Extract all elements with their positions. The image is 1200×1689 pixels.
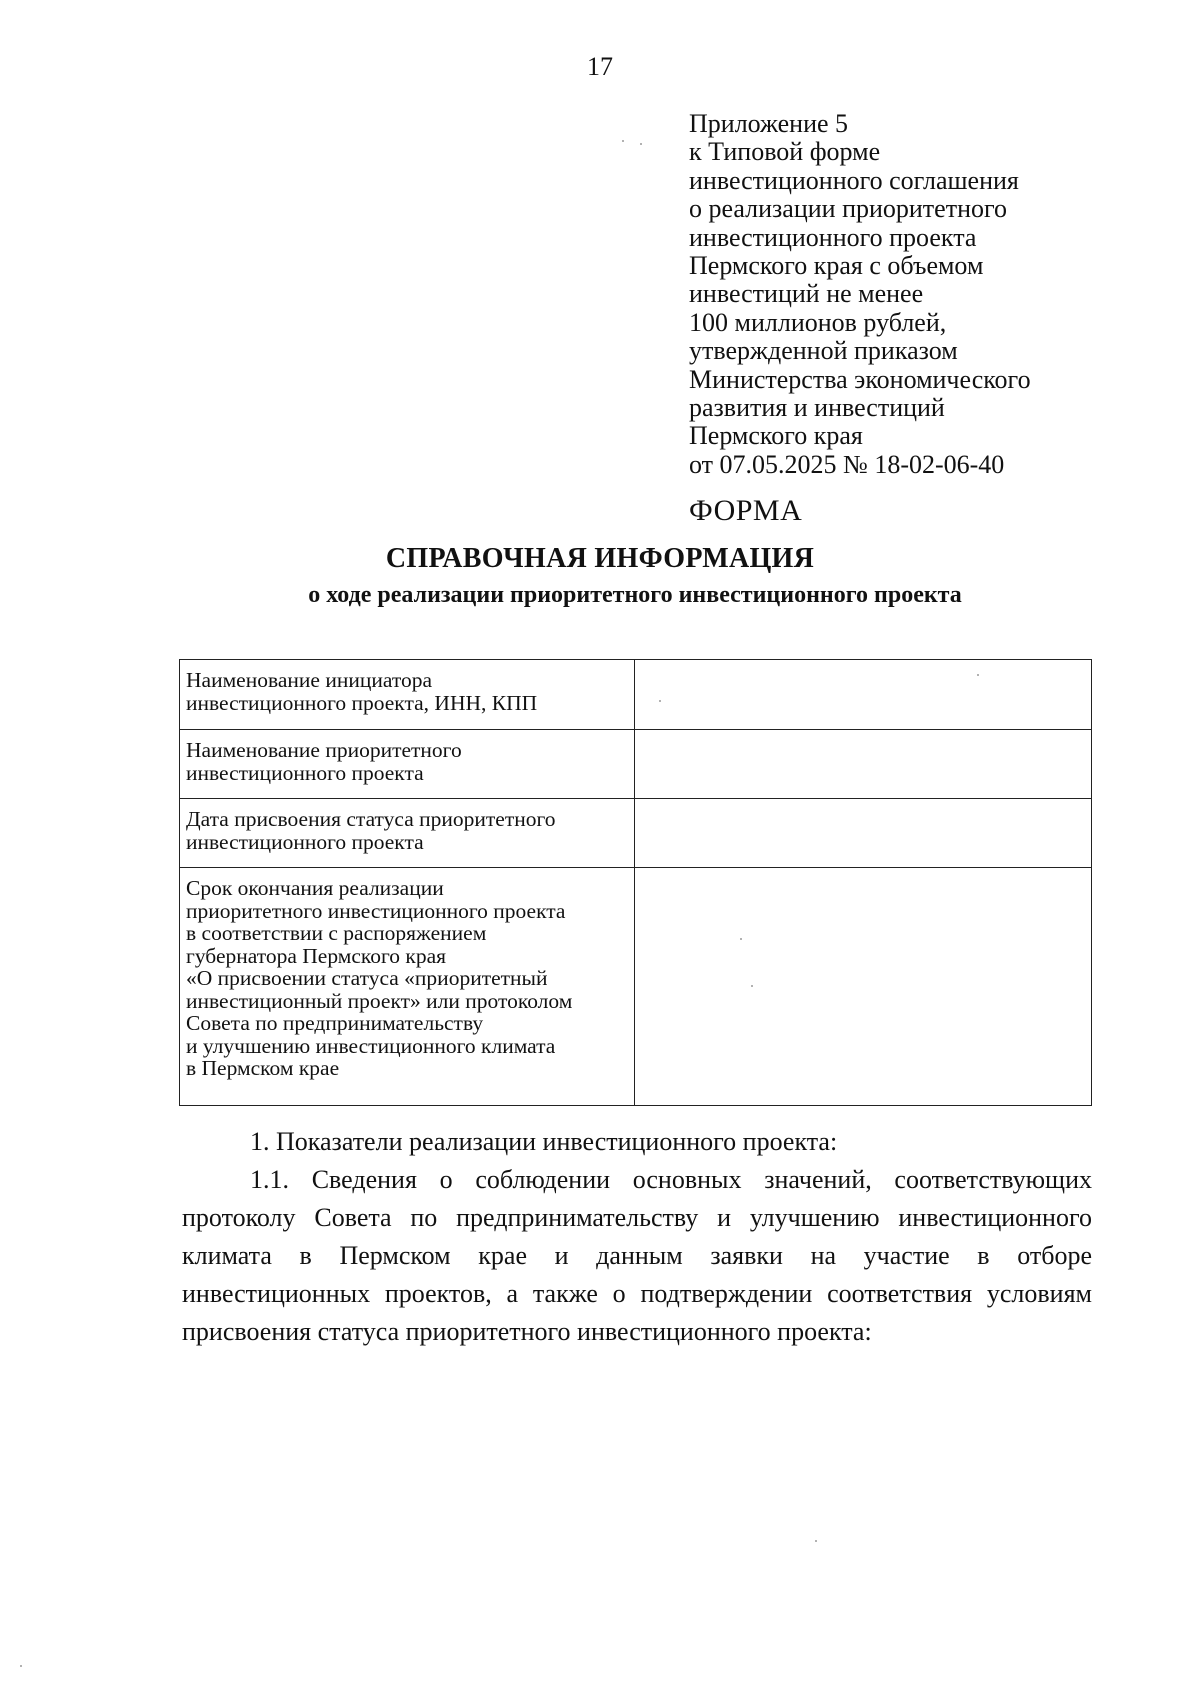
label-line: инвестиционного проекта — [186, 760, 424, 785]
row-label — [180, 799, 635, 868]
annex-line: инвестиционного проекта — [689, 222, 977, 252]
row-label — [180, 660, 635, 730]
document-heading: СПРАВОЧНАЯ ИНФОРМАЦИЯ — [385, 543, 815, 574]
scan-speck — [640, 143, 642, 145]
label-line: губернатора Пермского края — [186, 943, 447, 968]
row-value-field[interactable] — [635, 868, 1092, 1106]
form-label: ФОРМА — [689, 494, 803, 527]
label-line: Дата присвоения статуса приоритетного — [186, 807, 556, 831]
annex-block — [689, 110, 1169, 479]
paragraph-line: инвестиционных проектов, а также о подтверждении соответствия условиям — [182, 1279, 1092, 1308]
scan-speck — [659, 700, 661, 702]
document-subheading: о ходе реализации приоритетного инвестиционного проекта — [308, 582, 962, 608]
paragraph-item-1: 1. Показатели реализации инвестиционного проекта: — [250, 1127, 838, 1156]
annex-line: инвестиций не менее — [689, 279, 924, 309]
paragraph-line: климата в Пермском крае и данным заявки на участие в отборе — [182, 1241, 1092, 1270]
label-line: инвестиционного проекта, ИНН, КПП — [186, 690, 538, 715]
table-row — [180, 660, 1092, 730]
annex-line: Пермского края с объемом — [689, 251, 984, 281]
annex-line: 100 миллионов рублей, — [689, 307, 947, 337]
paragraph-item-1-1 — [182, 1161, 1092, 1199]
label-line: и улучшению инвестиционного климата — [186, 1033, 556, 1058]
annex-line: инвестиционного соглашения — [689, 165, 1019, 195]
table-row — [180, 868, 1092, 1106]
annex-line: Пермского края — [689, 421, 863, 451]
table-row — [180, 730, 1092, 799]
label-line: «О присвоении статуса «приоритетный — [186, 966, 548, 990]
label-line: в Пермском крае — [186, 1056, 340, 1080]
project-info-table — [179, 659, 1092, 1106]
label-line: инвестиционного проекта — [186, 829, 424, 854]
label-line: в соответствии с распоряжением — [186, 921, 487, 945]
row-value-field[interactable] — [635, 660, 1092, 730]
paragraph-line: присвоения статуса приоритетного инвестиционного проекта: — [182, 1317, 872, 1346]
table-row — [180, 799, 1092, 868]
annex-line: Приложение 5 — [689, 109, 849, 138]
annex-line: Министерства экономического — [689, 364, 1031, 394]
row-value-field[interactable] — [635, 799, 1092, 868]
annex-line: от 07.05.2025 № 18-02-06-40 — [689, 449, 1005, 479]
row-label — [180, 868, 635, 1106]
annex-line: о реализации приоритетного — [689, 194, 1008, 224]
scan-speck — [740, 938, 742, 940]
label-line: Срок окончания реализации — [186, 876, 444, 900]
paragraph-item-1-1-continued — [182, 1199, 1092, 1351]
label-line: Наименование инициатора — [186, 668, 432, 692]
label-line: Наименование приоритетного — [186, 738, 462, 762]
scan-speck — [751, 985, 753, 987]
scan-speck — [977, 674, 979, 676]
row-label — [180, 730, 635, 799]
label-line: Совета по предпринимательству — [186, 1011, 484, 1035]
body-text — [182, 1123, 1092, 1351]
label-line: приоритетного инвестиционного проекта — [186, 898, 566, 923]
scan-speck — [622, 140, 624, 142]
paragraph-line: 1.1. Сведения о соблюдении основных значений, соответствующих — [250, 1165, 1092, 1194]
label-line: инвестиционный проект» или протоколом — [186, 988, 573, 1013]
paragraph-line: протоколу Совета по предпринимательству и улучшению инвестиционного — [182, 1203, 1092, 1232]
row-value-field[interactable] — [635, 730, 1092, 799]
annex-line: к Типовой форме — [689, 137, 881, 167]
scan-speck — [20, 1665, 22, 1667]
scan-speck — [815, 1540, 817, 1542]
annex-line: утвержденной приказом — [689, 336, 958, 366]
page-number: 17 — [587, 52, 613, 81]
annex-line: развития и инвестиций — [689, 393, 945, 423]
